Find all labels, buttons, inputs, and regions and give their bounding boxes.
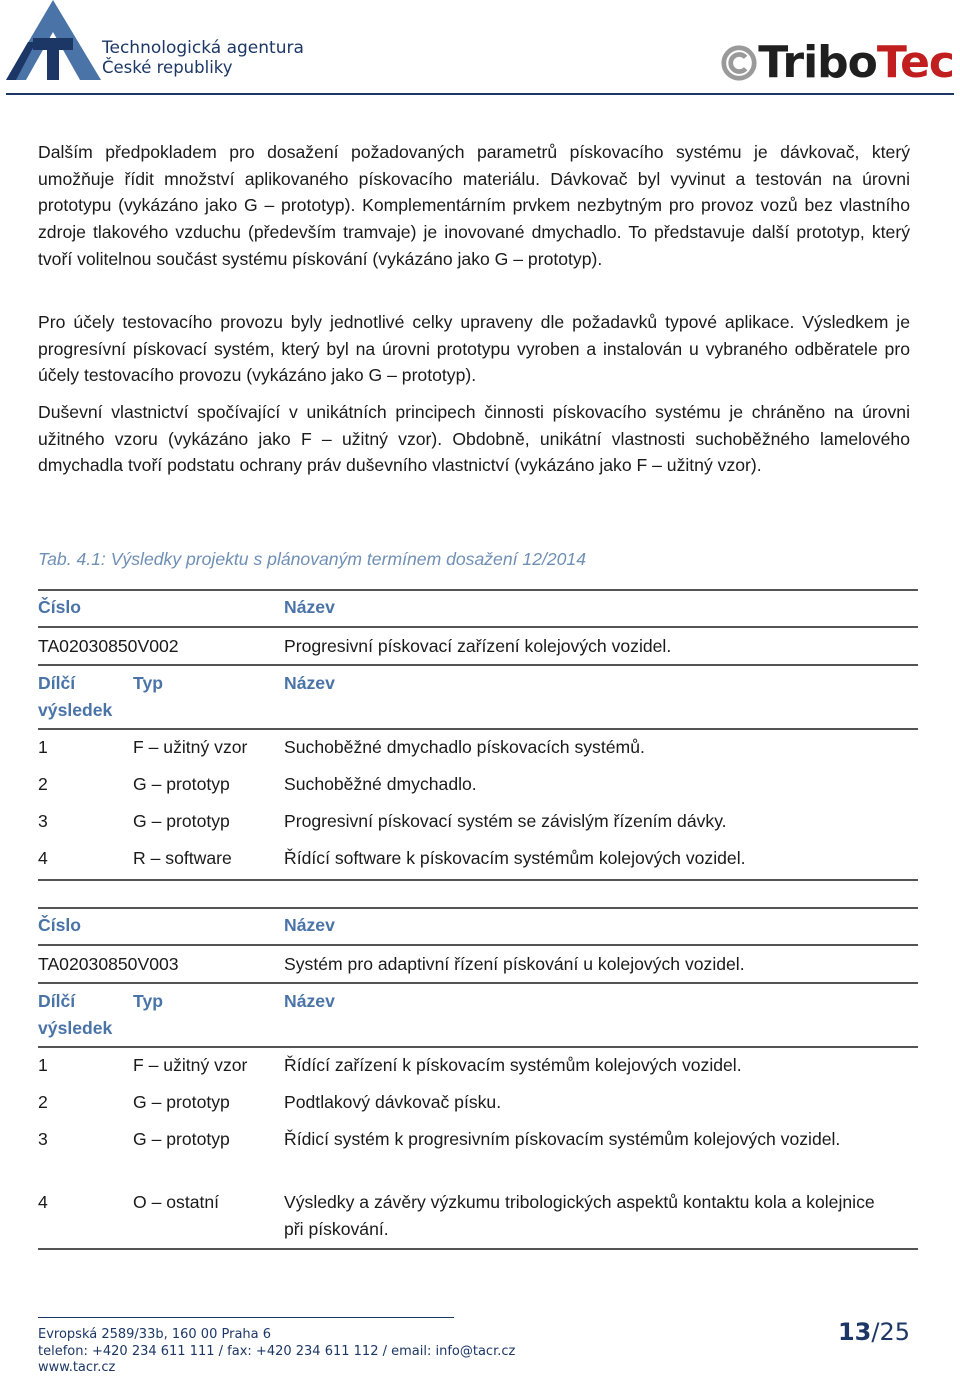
row-type: G – prototyp <box>133 1129 230 1149</box>
row-name: Progresivní pískovací systém se závislým řízením dávky. <box>284 811 727 831</box>
header-nazev: Název <box>284 673 335 693</box>
table-caption: Tab. 4.1: Výsledky projektu s plánovaným termínem dosažení 12/2014 <box>38 549 587 569</box>
row-number: 4 <box>38 848 48 868</box>
header-nazev: Název <box>284 991 335 1011</box>
row-number: 1 <box>38 737 48 757</box>
row-number: 1 <box>38 1055 48 1075</box>
header-nazev: Název <box>284 597 335 617</box>
row-name: Řídicí systém k progresivním pískovacím systémům kolejových vozidel. <box>284 1129 841 1149</box>
row-name: Výsledky a závěry výzkumu tribologických aspektů kontaktu kola a kolejnice při pískování. <box>284 1192 875 1239</box>
paragraph-2: Pro účely testovacího provozu byly jednotlivé celky upraveny dle požadavků typové aplikace. Výsledkem je progresívní pískovací systém, který byl na úrovni prototypu vyroben a instalován u vybraného odběratele pro účely testovacího provozu (vykázáno jako G – prototyp). <box>38 312 910 386</box>
header-cislo: Číslo <box>38 915 82 935</box>
table-rule <box>38 589 918 591</box>
header-dilci-vysledek: Dílčí výsledek <box>38 991 113 1038</box>
header-cislo: Číslo <box>38 597 82 617</box>
footer-divider <box>38 1317 454 1318</box>
header-divider <box>6 93 954 95</box>
table-rule <box>38 879 918 881</box>
header-typ: Typ <box>133 673 163 693</box>
project-number: TA02030850V003 <box>38 954 179 974</box>
row-name: Suchoběžné dmychadlo pískovacích systémů. <box>284 737 645 757</box>
agency-name <box>102 38 304 78</box>
row-type: F – užitný vzor <box>133 1055 248 1075</box>
table-rule <box>38 664 918 666</box>
header-nazev: Název <box>284 915 335 935</box>
page-current: 13 <box>837 1318 872 1346</box>
agency-name-line1: Technologická agentura <box>102 38 304 58</box>
header-typ: Typ <box>133 991 163 1011</box>
row-type: G – prototyp <box>133 1092 230 1112</box>
table-rule <box>38 944 918 946</box>
row-number: 2 <box>38 1092 48 1112</box>
row-name: Řídící software k pískovacím systémům kolejových vozidel. <box>284 848 746 868</box>
tacr-logo-icon <box>6 0 101 80</box>
copyright-icon <box>720 44 758 82</box>
row-type: F – užitný vzor <box>133 737 248 757</box>
row-number: 3 <box>38 1129 48 1149</box>
row-number: 2 <box>38 774 48 794</box>
page-total: /25 <box>871 1318 910 1346</box>
table-rule <box>38 1046 918 1048</box>
footer-web-link[interactable]: www.tacr.cz <box>38 1360 116 1375</box>
table-rule <box>38 626 918 628</box>
project-title: Systém pro adaptivní řízení pískování u kolejových vozidel. <box>284 954 745 974</box>
table-rule <box>38 982 918 984</box>
header-dilci-vysledek: Dílčí výsledek <box>38 673 113 720</box>
footer-contact <box>38 1327 515 1377</box>
project-number: TA02030850V002 <box>38 636 179 656</box>
footer-contacts: telefon: +420 234 611 111 / fax: +420 234 611 112 / email: info@tacr.cz <box>38 1343 516 1359</box>
row-name: Podtlakový dávkovač písku. <box>284 1092 502 1112</box>
row-type: G – prototyp <box>133 811 230 831</box>
page-number <box>838 1318 910 1346</box>
row-name: Suchoběžné dmychadlo. <box>284 774 477 794</box>
row-type: O – ostatní <box>133 1192 220 1212</box>
row-type: G – prototyp <box>133 774 230 794</box>
table-rule <box>38 728 918 730</box>
paragraph-3: Duševní vlastnictví spočívající v unikátních principech činnosti pískovacího systému je chráněno na úrovni užitného vzoru (vykázáno jako F – užitný vzor). Obdobně, unikátní vlastnosti suchoběžného lamelového dmychadla tvoří podstatu ochrany práv duševního vlastnictví (vykázáno jako F – užitný vzor). <box>38 402 910 476</box>
brand-name-tribo: Tribo <box>758 37 877 88</box>
paragraph-1: Dalším předpokladem pro dosažení požadovaných parametrů pískovacího systému je dávkovač, který umožňuje řídit množství aplikovaného pískovacího materiálu. Dávkovač byl vyvinut a testován na úrovni prototypu (vykázáno jako G – prototyp). Komplementárním prvkem nezbytným pro provoz vozů bez vlastního zdroje tlakového vzduchu (především tramvaje) je inovované dmychadlo. To představuje další prototyp, který tvoří volitelnou součást systému pískování (vykázáno jako G – prototyp). <box>38 142 910 269</box>
agency-name-line2: České republiky <box>102 58 233 77</box>
brand-name-tec: Tec <box>876 37 954 88</box>
tribotec-logo <box>720 37 954 88</box>
table-rule <box>38 1248 918 1250</box>
row-number: 3 <box>38 811 48 831</box>
table-rule <box>38 907 918 909</box>
row-number: 4 <box>38 1192 48 1212</box>
row-type: R – software <box>133 848 232 868</box>
footer-address: Evropská 2589/33b, 160 00 Praha 6 <box>38 1327 272 1342</box>
row-name: Řídící zařízení k pískovacím systémům kolejových vozidel. <box>284 1055 742 1075</box>
project-title: Progresivní pískovací zařízení kolejových vozidel. <box>284 636 672 656</box>
